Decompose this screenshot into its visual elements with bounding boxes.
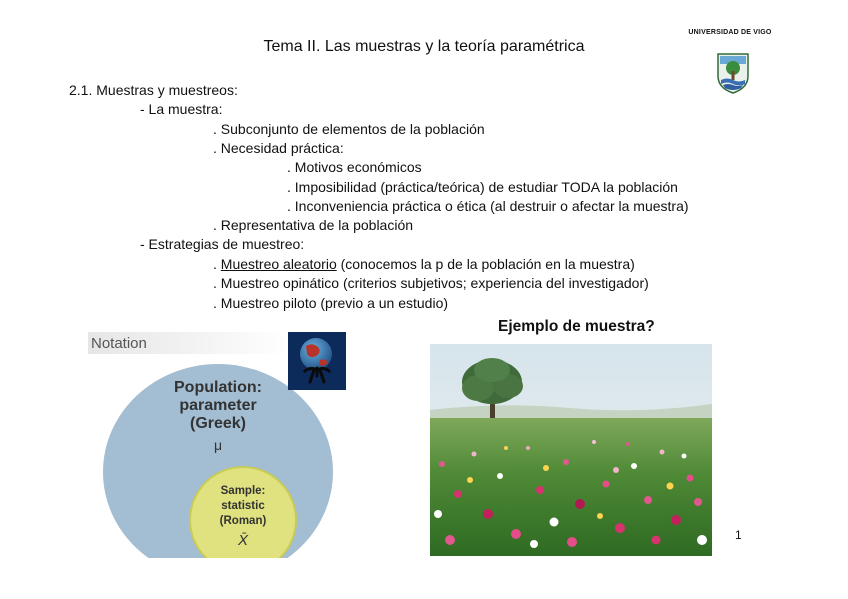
university-name: UNIVERSIDAD DE VIGO	[688, 29, 772, 36]
example-title: Ejemplo de muestra?	[498, 318, 655, 335]
outline-necesidad: . Necesidad práctica:	[213, 140, 344, 156]
outline-piloto: . Muestreo piloto (previo a un estudio)	[213, 295, 449, 311]
flower-field-photo	[430, 344, 712, 556]
population-symbol: μ	[213, 437, 223, 453]
sample-statistic: statistic	[221, 500, 265, 512]
university-crest-icon	[716, 52, 750, 94]
outline-la-muestra: - La muestra:	[140, 101, 223, 117]
atlas-globe-icon	[288, 332, 346, 390]
outline-subconjunto: . Subconjunto de elementos de la población	[213, 121, 485, 137]
sample-roman: (Roman)	[219, 515, 267, 527]
outline-imposibilidad: . Imposibilidad (práctica/teórica) de estudiar TODA la población	[287, 179, 678, 195]
aleatorio-description: (conocemos la p de la población en la muestra)	[336, 256, 635, 272]
outline-motivos: . Motivos económicos	[287, 159, 422, 175]
population-greek: (Greek)	[189, 415, 247, 432]
sample-label: Sample:	[220, 485, 266, 497]
outline-representativa: . Representativa de la población	[213, 217, 414, 233]
muestreo-aleatorio-link[interactable]: Muestreo aleatorio	[220, 256, 337, 272]
population-parameter: parameter	[179, 397, 257, 414]
slide-title: Tema II. Las muestras y la teoría paramétrica	[263, 38, 585, 55]
population-label: Population:	[174, 379, 262, 396]
outline-opinatico: . Muestreo opinático (criterios subjetivos; experiencia del investigador)	[213, 275, 649, 291]
notation-figure	[88, 332, 346, 558]
outline-aleatorio	[213, 255, 635, 274]
sample-symbol: X̄	[237, 532, 249, 549]
page-number: 1	[735, 528, 742, 542]
notation-heading: Notation	[91, 335, 147, 352]
outline-estrategias: - Estrategias de muestreo:	[140, 236, 305, 252]
outline-inconveniencia: . Inconveniencia práctica o ética (al destruir o afectar la muestra)	[287, 198, 689, 214]
aleatorio-bullet: .	[213, 256, 221, 272]
section-heading: 2.1. Muestras y muestreos:	[69, 82, 238, 98]
